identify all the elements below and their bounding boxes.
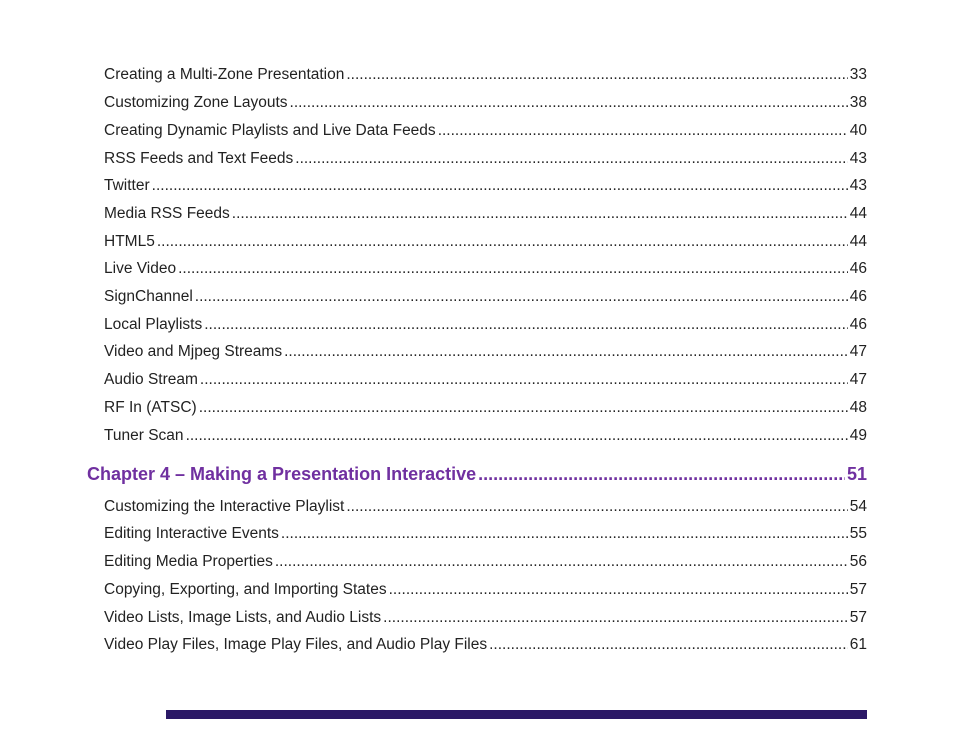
dot-leader [152, 177, 848, 195]
toc-entry[interactable] [104, 399, 867, 417]
toc-entry-page: 48 [849, 399, 867, 416]
dot-leader [389, 581, 848, 599]
toc-entry[interactable] [104, 371, 867, 389]
toc-entry[interactable] [104, 205, 867, 223]
toc-entry[interactable] [104, 122, 867, 140]
toc-entry-label: Customizing Zone Layouts [104, 94, 288, 111]
toc-entry-label: Local Playlists [104, 316, 203, 333]
toc-entry-page: 46 [849, 288, 867, 305]
dot-leader [295, 150, 847, 168]
dot-leader [290, 94, 848, 112]
toc-entry-label: Live Video [104, 260, 177, 277]
toc-entry[interactable] [104, 150, 867, 168]
toc-entry[interactable] [104, 581, 867, 599]
dot-leader [346, 66, 847, 84]
dot-leader [346, 498, 847, 516]
toc-entry-page: 56 [849, 553, 867, 570]
toc-entry[interactable] [104, 316, 867, 334]
toc-entry-page: 47 [849, 343, 867, 360]
toc-entry[interactable] [104, 609, 867, 627]
toc-entry-page: 55 [849, 525, 867, 542]
toc-entry-page: 57 [849, 581, 867, 598]
toc-entry[interactable] [104, 288, 867, 306]
toc-entry[interactable] [104, 525, 867, 543]
toc-entry-page: 44 [849, 205, 867, 222]
toc-entry[interactable] [104, 260, 867, 278]
toc-entry-page: 38 [849, 94, 867, 111]
toc-entry-label: RSS Feeds and Text Feeds [104, 150, 294, 167]
toc-entry-page: 57 [849, 609, 867, 626]
dot-leader [157, 233, 848, 251]
toc-entry-page: 33 [849, 66, 867, 83]
toc-entry-page: 46 [849, 260, 867, 277]
toc-entry-label: Tuner Scan [104, 427, 184, 444]
toc-entry-label: Creating Dynamic Playlists and Live Data Feeds [104, 122, 436, 139]
toc-entry[interactable] [104, 177, 867, 195]
toc-entry-label: HTML5 [104, 233, 155, 250]
dot-leader [275, 553, 848, 571]
toc-entry-label: Customizing the Interactive Playlist [104, 498, 345, 515]
toc-entry[interactable] [104, 498, 867, 516]
dot-leader [284, 343, 848, 361]
toc-entry-label: Editing Media Properties [104, 553, 273, 570]
toc-entry[interactable] [104, 553, 867, 571]
toc-entry-page: 46 [849, 316, 867, 333]
toc-entry-label: Twitter [104, 177, 150, 194]
toc-entry[interactable] [104, 343, 867, 361]
toc-entry[interactable] [104, 94, 867, 112]
dot-leader [186, 427, 848, 445]
toc-entry[interactable] [104, 233, 867, 251]
toc-entry-label: Creating a Multi-Zone Presentation [104, 66, 345, 83]
dot-leader [178, 260, 848, 278]
dot-leader [204, 316, 848, 334]
dot-leader [281, 525, 848, 543]
toc-entry-page: 47 [849, 371, 867, 388]
toc-chapter-heading[interactable] [87, 463, 867, 485]
toc-entry-page: 43 [849, 177, 867, 194]
toc-entry-page: 43 [849, 150, 867, 167]
dot-leader [383, 609, 848, 627]
chapter-title: Chapter 4 – Making a Presentation Interactive [87, 464, 477, 484]
toc-entry-page: 61 [849, 636, 867, 653]
toc-entry-page: 54 [849, 498, 867, 515]
toc-entry-label: Video Play Files, Image Play Files, and Audio Play Files [104, 636, 488, 653]
toc-entry-label: Copying, Exporting, and Importing States [104, 581, 387, 598]
dot-leader [438, 122, 848, 140]
toc-entry-page: 44 [849, 233, 867, 250]
toc-entry[interactable] [104, 427, 867, 445]
toc-entry-label: SignChannel [104, 288, 193, 305]
toc-entry-page: 49 [849, 427, 867, 444]
dot-leader [489, 636, 848, 654]
toc-entry-label: Audio Stream [104, 371, 198, 388]
toc-entry-label: Video Lists, Image Lists, and Audio Lists [104, 609, 382, 626]
dot-leader [195, 288, 848, 306]
toc-entry-label: RF In (ATSC) [104, 399, 197, 416]
dot-leader [232, 205, 848, 223]
toc-entry-page: 40 [849, 122, 867, 139]
chapter-page: 51 [846, 464, 867, 484]
footer-bar [166, 710, 867, 719]
dot-leader [199, 399, 848, 417]
dot-leader [478, 463, 845, 485]
toc-entry-label: Media RSS Feeds [104, 205, 230, 222]
toc-entry[interactable] [104, 66, 867, 84]
toc-entry-label: Editing Interactive Events [104, 525, 279, 542]
toc-entry-label: Video and Mjpeg Streams [104, 343, 283, 360]
toc-entry[interactable] [104, 636, 867, 654]
dot-leader [200, 371, 848, 389]
